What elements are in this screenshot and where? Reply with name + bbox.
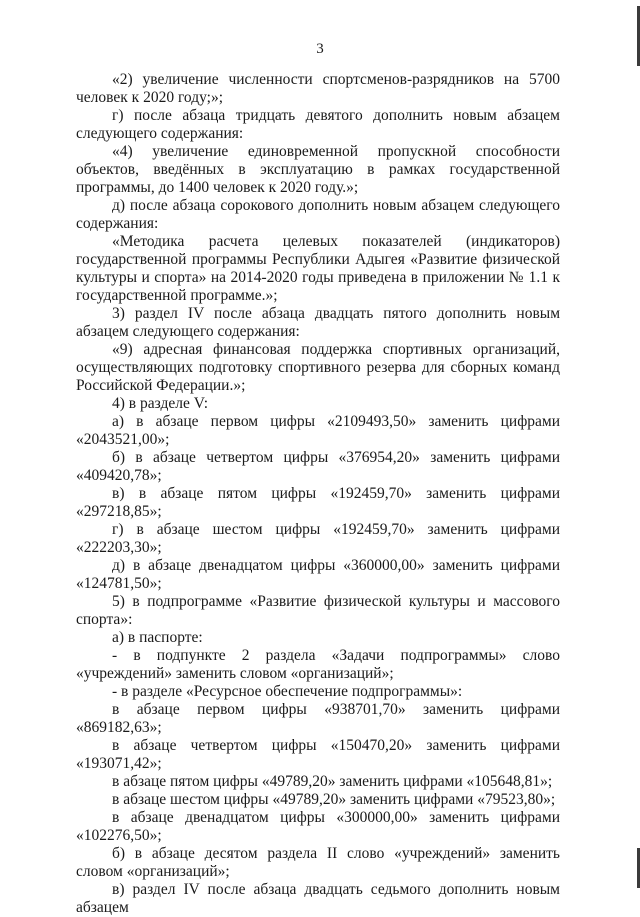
paragraph: г) в абзаце шестом цифры «192459,70» заменить цифрами «222203,30»; (76, 521, 560, 556)
paragraph: 4) в разделе V: (112, 395, 209, 412)
paragraph: «9) адресная финансовая поддержка спортивных организаций, осуществляющих подготовку спортивного резерва для сборных команд Российской Федерации.»; (76, 341, 560, 394)
paragraph: в) раздел IV после абзаца двадцать седьмого дополнить новым абзацем (76, 881, 560, 916)
paragraph: «4) увеличение единовременной пропускной способности объектов, введённых в эксплуатацию в рамках государственной программы, до 1400 человек к 2020 году.»; (76, 143, 560, 196)
paragraph: в абзаце двенадцатом цифры «300000,00» заменить цифрами «102276,50»; (76, 809, 560, 844)
paragraph: в абзаце четвертом цифры «150470,20» заменить цифрами «193071,42»; (76, 737, 560, 772)
page-number: 3 (316, 41, 324, 57)
document-body (76, 71, 560, 917)
paragraph: «Методика расчета целевых показателей (индикаторов) государственной программы Республики Адыгея «Развитие физической культуры и спорта» на 2014-2020 годы приведена в приложении № 1.1 к государственной программе.»; (76, 233, 560, 304)
paragraph: б) в абзаце четвертом цифры «376954,20» заменить цифрами «409420,78»; (76, 449, 560, 484)
paragraph: в) в абзаце пятом цифры «192459,70» заменить цифрами «297218,85»; (76, 485, 560, 520)
paragraph: в абзаце шестом цифры «49789,20» заменить цифрами «79523,80»; (112, 791, 556, 808)
paragraph: д) после абзаца сорокового дополнить новым абзацем следующего содержания: (76, 197, 560, 232)
paragraph: а) в паспорте: (112, 629, 203, 646)
paragraph: в абзаце первом цифры «938701,70» заменить цифрами «869182,63»; (76, 701, 560, 736)
paragraph: «2) увеличение численности спортсменов-разрядников на 5700 человек к 2020 году;»; (76, 71, 560, 106)
paragraph: 5) в подпрограмме «Развитие физической культуры и массового спорта»: (76, 593, 560, 628)
paragraph: в абзаце пятом цифры «49789,20» заменить цифрами «105648,81»; (112, 773, 553, 790)
paragraph: б) в абзаце десятом раздела II слово «учреждений» заменить словом «организаций»; (76, 845, 560, 880)
paragraph: д) в абзаце двенадцатом цифры «360000,00» заменить цифрами «124781,50»; (76, 557, 560, 592)
paragraph: - в разделе «Ресурсное обеспечение подпрограммы»: (112, 683, 463, 700)
paragraph: г) после абзаца тридцать девятого дополнить новым абзацем следующего содержания: (76, 107, 560, 142)
paragraph: - в подпункте 2 раздела «Задачи подпрограммы» слово «учреждений» заменить словом «организаций»; (76, 647, 560, 682)
paragraph: 3) раздел IV после абзаца двадцать пятого дополнить новым абзацем следующего содержания: (76, 305, 560, 340)
paragraph: а) в абзаце первом цифры «2109493,50» заменить цифрами «2043521,00»; (76, 413, 560, 448)
